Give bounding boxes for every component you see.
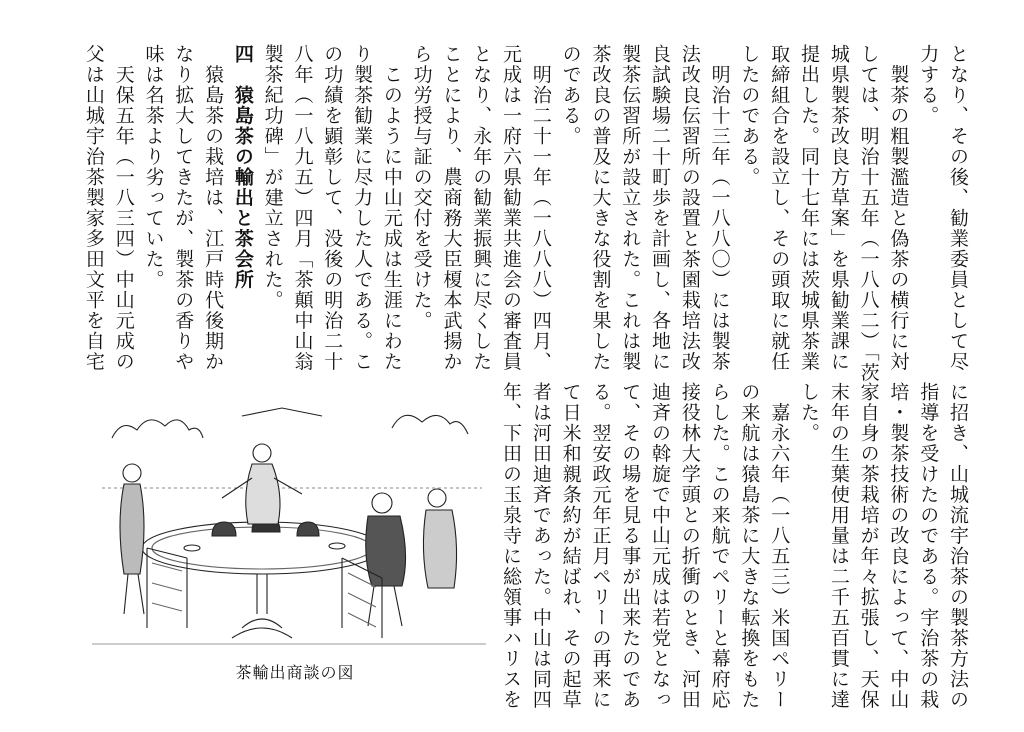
illustration-drawing: [92, 398, 486, 650]
text-column: のである。: [559, 44, 582, 147]
text-column: 法改良伝習所の設置と茶園栽培法改: [678, 44, 701, 372]
text-column: 明治二十一年（一八八八）四月、: [529, 44, 552, 372]
text-column: らした。この来航でペリーと幕府応: [708, 382, 731, 710]
illustration-caption: 茶輸出商談の図: [235, 663, 355, 682]
text-column: 家自身の茶栽培が年々拡張し、天保: [857, 382, 880, 710]
text-column: 製茶の粗製濫造と偽茶の横行に対: [887, 44, 910, 372]
text-column: 末年の生葉使用量は二千五百貫に達: [827, 382, 850, 710]
text-column: このように中山元成は生涯にわた: [380, 44, 403, 372]
text-column: 者は河田迪斉であった。中山は同四: [529, 382, 552, 710]
text-column: の来航は猿島茶に大きな転換をもた: [738, 382, 761, 710]
text-column: 取締組合を設立し、その頭取に就任: [768, 44, 791, 372]
text-column: なり拡大してきたが、製茶の香りや: [172, 44, 195, 372]
text-column: て日米和親条約が結ばれ、その起草: [559, 382, 582, 710]
lower-text-block: [496, 382, 972, 710]
text-column: る。翌安政元年正月ペリーの再来に: [589, 382, 612, 710]
text-column: り製茶勧業に尽力した人である。こ: [351, 44, 374, 372]
text-column: 嘉永六年（一八五三）米国ペリー: [768, 382, 791, 710]
text-column: 城県製茶改良方草案」を県勧業課に: [827, 44, 850, 372]
text-column: 八年（一八九五）四月「茶顛中山翁: [291, 44, 314, 372]
text-column: 接役林大学頭との折衝のとき、河田: [678, 382, 701, 710]
text-column: 元成は一府六県勧業共進会の審査員: [500, 44, 523, 372]
text-column: した。: [798, 382, 821, 444]
text-column: 提出した。同十七年には茨城県茶業: [798, 44, 821, 372]
text-column: 良試験場二十町歩を計画し、各地に: [649, 44, 672, 372]
text-column: ら功労授与証の交付を受けた。: [410, 44, 433, 331]
text-column: したのである。: [738, 44, 761, 188]
text-column: て、その場を見る事が出来たのであ: [619, 382, 642, 710]
text-column: 猿島茶の栽培は、江戸時代後期か: [202, 44, 225, 372]
text-column: 明治十三年（一八八〇）には製茶: [708, 44, 731, 372]
section-heading: 四 猿島茶の輸出と茶会所: [231, 44, 254, 290]
text-column: 茶改良の普及に大きな役割を果した: [589, 44, 612, 372]
text-column: の功績を顕彰して、没後の明治二十: [321, 44, 344, 372]
text-column: 天保五年（一八三四）中山元成の: [112, 44, 135, 372]
text-column: となり、永年の勧業振興に尽くした: [470, 44, 493, 372]
upper-text-block: [82, 44, 972, 383]
text-column: 力する。: [917, 44, 940, 126]
text-column: となり、その後、勧業委員として尽: [947, 44, 969, 372]
text-column: 迪斉の斡旋で中山元成は若党となっ: [649, 382, 672, 710]
text-column: 味は名茶より劣っていた。: [142, 44, 165, 290]
text-column: 製茶紀功碑」が建立された。: [261, 44, 284, 311]
text-column: に招き、山城流宇治茶の製茶方法の: [947, 382, 969, 710]
text-column: 年、下田の玉泉寺に総領事ハリスを: [500, 382, 523, 710]
text-column: ことにより、農商務大臣榎本武揚か: [440, 44, 463, 372]
text-column: 指導を受けたのである。宇治茶の栽: [917, 382, 940, 710]
tea-negotiation-illustration: [92, 398, 486, 650]
text-column: 父は山城宇治茶製家多田文平を自宅: [82, 44, 105, 372]
text-column: 培・製茶技術の改良によって、中山: [887, 382, 910, 710]
text-column: しては、明治十五年（一八八二）「茨: [857, 44, 880, 383]
text-column: 製茶伝習所が設立された。これは製: [619, 44, 642, 372]
